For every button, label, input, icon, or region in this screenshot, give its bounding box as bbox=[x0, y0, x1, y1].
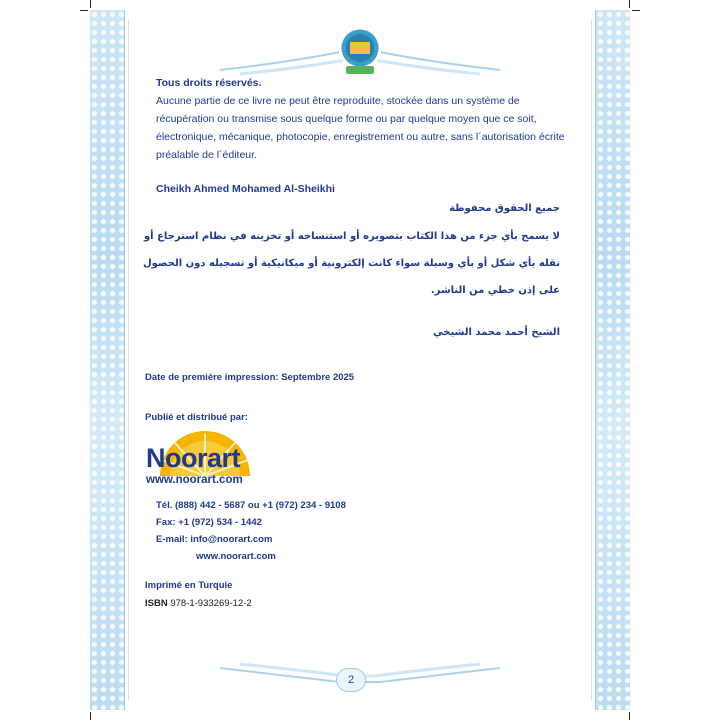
email-label: E-mail: bbox=[156, 534, 188, 545]
publisher-logo-name: Noorart bbox=[146, 443, 241, 473]
email-value: info@noorart.com bbox=[190, 534, 273, 545]
author-name-arabic: الشيخ أحمد محمد الشيخي bbox=[433, 327, 560, 338]
book-page bbox=[90, 10, 630, 710]
fax-value: +1 (972) 534 - 1442 bbox=[178, 517, 262, 528]
author-name-french: Cheikh Ahmed Mohamed Al-Sheikhi bbox=[156, 183, 335, 195]
isbn-value: 978-1-933269-12-2 bbox=[170, 598, 252, 609]
top-ornament bbox=[220, 22, 500, 82]
publisher-logo-url: www.noorart.com bbox=[146, 474, 243, 486]
fax-label: Fax: bbox=[156, 517, 176, 528]
rights-body-arabic: لا يسمح بأي جزء من هذا الكتاب بتصويره أو استنساخه أو تخزينه في نظام استرجاع أو نقله بأي شكل أو بأي وسيلة سواء كانت إلكترونية أو ميكانيكية أو تسجيله دون الحصول على إذن خطي من الناشر. bbox=[142, 231, 560, 296]
crop-mark bbox=[90, 0, 91, 8]
page-number: 2 bbox=[336, 668, 366, 692]
telephone bbox=[156, 497, 346, 515]
website: www.noorart.com bbox=[196, 551, 276, 562]
isbn-label: ISBN bbox=[145, 598, 168, 609]
crop-mark bbox=[80, 10, 88, 11]
crop-mark bbox=[90, 712, 91, 720]
fax bbox=[156, 514, 262, 532]
publisher-label: Publié et distribué par: bbox=[145, 412, 248, 423]
crop-mark bbox=[632, 10, 640, 11]
email bbox=[156, 531, 272, 549]
isbn bbox=[145, 595, 252, 613]
print-date bbox=[145, 369, 354, 387]
telephone-label: Tél. bbox=[156, 500, 173, 511]
right-ornamental-border bbox=[595, 10, 630, 710]
rights-title-arabic: جميع الحقوق محفوظة bbox=[449, 203, 560, 214]
print-date-label: Date de première impression: bbox=[145, 372, 279, 383]
printed-in: Imprimé en Turquie bbox=[145, 580, 233, 591]
rights-title: Tous droits réservés. bbox=[156, 77, 262, 89]
print-date-value: Septembre 2025 bbox=[281, 372, 355, 383]
crop-mark bbox=[629, 712, 630, 720]
crop-mark bbox=[629, 0, 630, 8]
rights-body: Aucune partie de ce livre ne peut être reproduite, stockée dans un système de récupération ou transmise sous quelque forme ou par quelque moyen que ce soit, électronique, mécanique, photocopie, enregistrement ou autre, sans l´autorisation écrite préalable de l´éditeur. bbox=[156, 95, 565, 161]
left-ornamental-border bbox=[90, 10, 125, 710]
telephone-value: (888) 442 - 5687 ou +1 (972) 234 - 9108 bbox=[175, 500, 346, 511]
